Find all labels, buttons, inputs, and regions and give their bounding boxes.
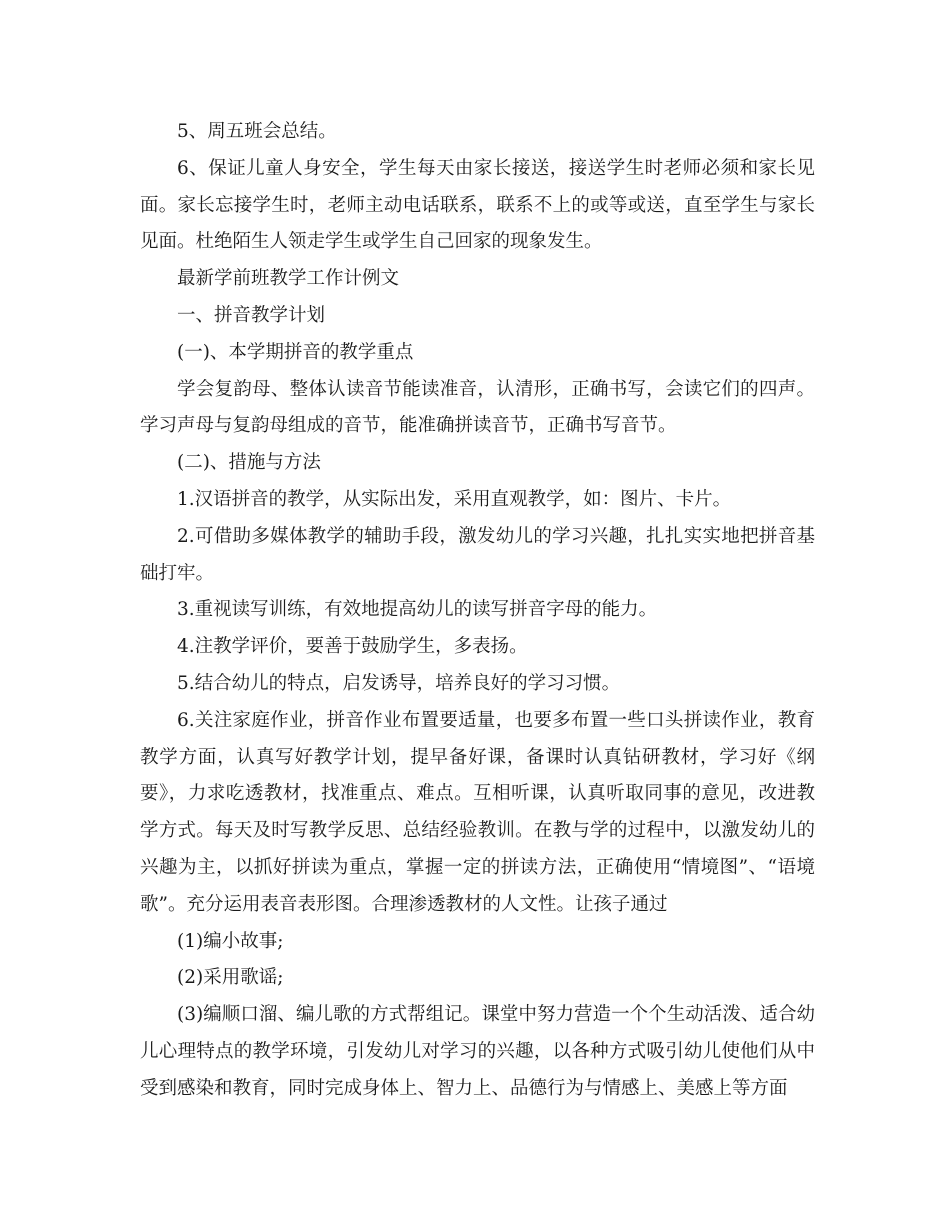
paragraph-child-safety: 6、保证儿童人身安全，学生每天由家长接送，接送学生时老师必须和家长见面。家长忘接学生时，老师主动电话联系，联系不上的或等或送，直至学生与家长见面。杜绝陌生人领走学生或学生自己回家的现象发生。 xyxy=(140,157,815,253)
list-item-story: (1)编小故事; xyxy=(177,930,284,952)
method-item-1: 1.汉语拼音的教学，从实际出发，采用直观教学，如：图片、卡片。 xyxy=(177,488,732,510)
paragraph-teaching-focus: 学会复韵母、整体认读音节能读准音，认清形，正确书写，会读它们的四声。学习声母与复韵母组成的音节，能准确拼读音节，正确书写音节。 xyxy=(140,378,815,437)
list-item-rhymes: (3)编顺口溜、编儿歌的方式帮组记。课堂中努力营造一个个生动活泼、适合幼儿心理特点的教学环境，引发幼儿对学习的兴趣，以各种方式吸引幼儿使他们从中受到感染和教育，同时完成身体上、智力上、品德行为与情感上、美感上等方面 xyxy=(140,1004,815,1099)
method-item-2: 2.可借助多媒体教学的辅助手段，激发幼儿的学习兴趣，扎扎实实地把拼音基础打牢。 xyxy=(140,525,815,584)
method-item-4: 4.注教学评价，要善于鼓励学生，多表扬。 xyxy=(177,636,528,658)
method-item-6: 6.关注家庭作业，拼音作业布置要适量，也要多布置一些口头拼读作业，教育教学方面，认真写好教学计划，提早备好课，备课时认真钻研教材，学习好《纲要》，力求吃透教材，找准重点、难点。互相听课，认真听取同事的意见，改进教学方式。每天及时写教学反思、总结经验教训。在教与学的过程中，以激发幼儿的兴趣为主，以抓好拼读为重点，掌握一定的拼读方法，正确使用“情境图”、“语境歌”。充分运用表音表形图。合理渗透教材的人文性。让孩子通过 xyxy=(140,709,815,915)
list-item-ballad: (2)采用歌谣; xyxy=(177,967,284,989)
subheading-teaching-focus: (一)、本学期拼音的教学重点 xyxy=(177,341,414,363)
heading-pinyin-plan: 一、拼音教学计划 xyxy=(177,304,326,326)
subheading-methods: (二)、措施与方法 xyxy=(177,452,321,474)
paragraph-item-5-weekly-meeting: 5、周五班会总结。 xyxy=(177,121,337,142)
method-item-5: 5.结合幼儿的特点，启发诱导，培养良好的学习习惯。 xyxy=(177,672,621,694)
document-body xyxy=(140,114,815,1108)
section-title: 最新学前班教学工作计例文 xyxy=(177,268,400,290)
method-item-3: 3.重视读写训练，有效地提高幼儿的读写拼音字母的能力。 xyxy=(177,599,658,621)
